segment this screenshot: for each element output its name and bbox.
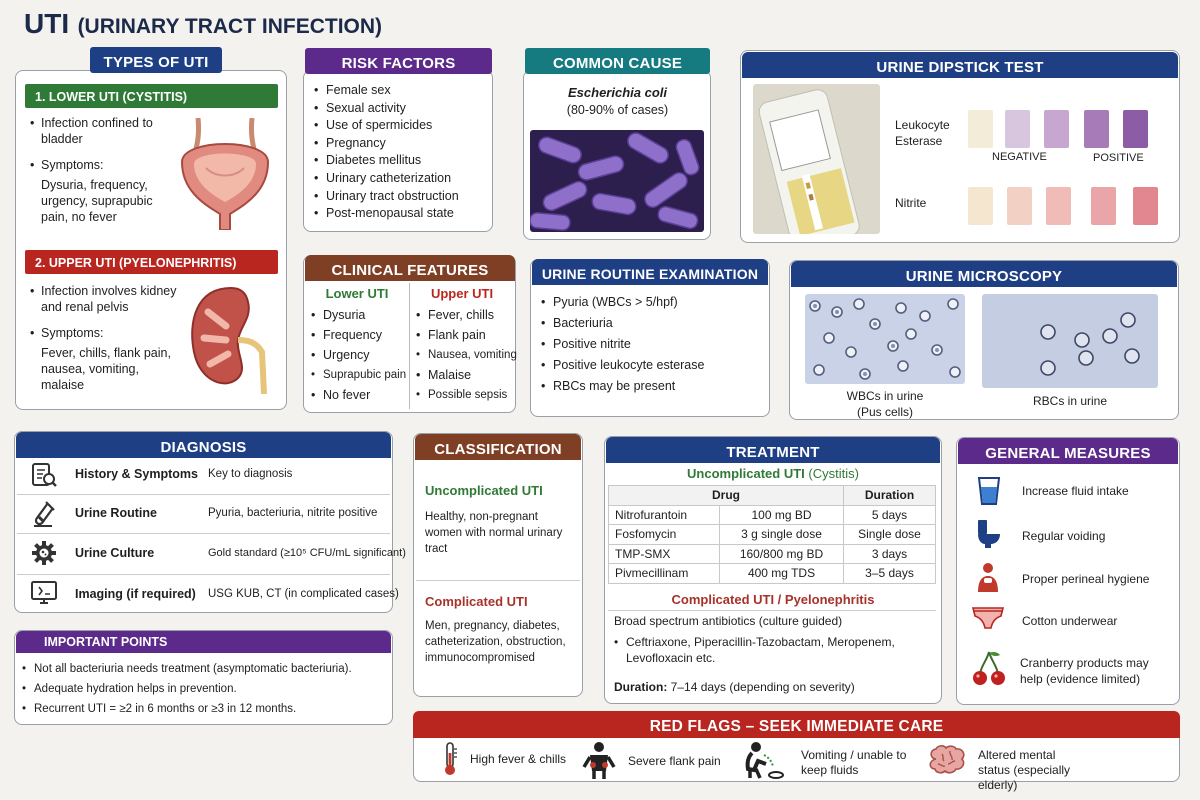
- redflag-text: Altered mental status (especially elderly): [978, 748, 1071, 792]
- drug-cell: Nitrofurantoin: [609, 505, 720, 525]
- wbc-micrograph: [805, 294, 965, 384]
- water-glass-icon: [976, 476, 1002, 506]
- feature-item: • Flank pain: [416, 325, 517, 345]
- thermometer-icon: [440, 741, 460, 777]
- treatment-drugs-text: Ceftriaxone, Piperacillin-Tazobactam, Meropenem, Levofloxacin etc.: [626, 635, 895, 665]
- risk-item: • Diabetes mellitus: [314, 152, 459, 170]
- routine-item: • Positive nitrite: [541, 334, 704, 355]
- important-list: [22, 659, 352, 719]
- clipboard-search-icon: [30, 461, 58, 489]
- duration-label: Duration:: [614, 680, 668, 694]
- negative-label: NEGATIVE: [992, 151, 1047, 163]
- leuko-swatch: [1044, 110, 1069, 148]
- drug-cell: Pivmecillinam: [609, 564, 720, 584]
- general-header: GENERAL MEASURES: [958, 438, 1178, 464]
- upper-uti-p2-label: Symptoms:: [41, 326, 104, 340]
- uncomplicated-title: Uncomplicated UTI: [425, 483, 543, 498]
- test-tube-icon: [30, 500, 58, 528]
- leuko-swatch: [968, 110, 993, 148]
- diagnosis-row-desc: Key to diagnosis: [208, 468, 293, 480]
- positive-label: POSITIVE: [1093, 152, 1144, 164]
- nitrite-swatch: [1133, 187, 1158, 225]
- duration-cell: 5 days: [844, 505, 936, 525]
- wbc-caption-2: (Pus cells): [856, 405, 913, 419]
- feature-item: • Malaise: [416, 365, 517, 385]
- flank-pain-icon: [582, 741, 616, 779]
- treatment-drugs: • Ceftriaxone, Piperacillin-Tazobactam, Meropenem, Levofloxacin etc.: [614, 635, 895, 665]
- redflag-text: Vomiting / unable to keep fluids: [801, 748, 907, 777]
- table-row: [609, 564, 936, 584]
- col-drug-header: Drug: [609, 486, 844, 506]
- feature-item: • Nausea, vomiting: [416, 345, 517, 365]
- feature-item: • Suprapubic pain: [311, 365, 406, 385]
- rbc-micrograph: [982, 294, 1158, 388]
- drug-cell: TMP-SMX: [609, 544, 720, 564]
- treatment-unc-sub: (Cystitis): [808, 466, 859, 481]
- general-item-text: Regular voiding: [1022, 529, 1106, 543]
- col-duration-header: Duration: [844, 486, 936, 506]
- upper-uti-text: • Infection involves kidney and renal pelvis • Symptoms: Fever, chills, flank pain, nausea, vomiting, malaise: [30, 283, 180, 393]
- leuko-label: Leukocyte Esterase: [895, 118, 950, 148]
- diagnosis-row-title: History & Symptoms: [75, 467, 198, 481]
- redflags-header: RED FLAGS – SEEK IMMEDIATE CARE: [413, 711, 1180, 738]
- rbc-caption: RBCs in urine: [1032, 394, 1108, 408]
- dipstick-tube-image: [753, 84, 880, 234]
- diagnosis-divider: [17, 494, 390, 495]
- treatment-unc-heading: [606, 466, 940, 481]
- feature-item: • Frequency: [311, 325, 406, 345]
- upper-uti-title: 2. UPPER UTI (PYELONEPHRITIS): [25, 250, 278, 274]
- wbc-caption: [805, 388, 965, 420]
- diagnosis-row-title: Imaging (if required): [75, 587, 196, 601]
- cause-organism: Escherichia coli: [568, 85, 667, 100]
- lower-uti-text: • Infection confined to bladder • Symptoms: Dysuria, frequency, urgency, suprapubic pain, no fever: [30, 115, 165, 225]
- complicated-text: Men, pregnancy, diabetes, catheterization, obstruction, immunocompromised: [425, 620, 566, 664]
- cause-percent: (80-90% of cases): [566, 103, 669, 117]
- classification-divider: [416, 580, 580, 581]
- risk-item: • Sexual activity: [314, 100, 459, 118]
- dose-cell: 100 mg BD: [720, 505, 844, 525]
- risk-item: • Female sex: [314, 82, 459, 100]
- treatment-header: TREATMENT: [606, 437, 940, 463]
- important-header: IMPORTANT POINTS: [16, 631, 391, 653]
- treatment-comp-title: Complicated UTI / Pyelonephritis: [671, 592, 875, 607]
- title-sub: (URINARY TRACT INFECTION): [77, 15, 383, 38]
- upper-uti-col-title: Upper UTI: [430, 286, 494, 301]
- microscopy-header: URINE MICROSCOPY: [791, 261, 1177, 287]
- general-item-text: Increase fluid intake: [1022, 484, 1129, 498]
- nitrite-swatch: [1007, 187, 1032, 225]
- dipstick-header: URINE DIPSTICK TEST: [742, 52, 1178, 78]
- types-header: TYPES OF UTI: [90, 47, 222, 73]
- feature-item: • Dysuria: [311, 305, 406, 325]
- clinical-header: CLINICAL FEATURES: [305, 255, 515, 281]
- risk-item: • Use of spermicides: [314, 117, 459, 135]
- risk-item: • Urinary catheterization: [314, 170, 459, 188]
- routine-header: URINE ROUTINE EXAMINATION: [532, 259, 768, 285]
- routine-item: • Positive leukocyte esterase: [541, 355, 704, 376]
- important-item: • Recurrent UTI = ≥2 in 6 months or ≥3 in 12 months.: [22, 699, 352, 719]
- leuko-swatch: [1005, 110, 1030, 148]
- general-item-text: Cotton underwear: [1022, 614, 1118, 628]
- redflag-text: Severe flank pain: [628, 754, 721, 768]
- treatment-broad: Broad spectrum antibiotics (culture guided): [614, 614, 843, 628]
- diagnosis-header: DIAGNOSIS: [16, 432, 391, 458]
- drug-cell: Fosfomycin: [609, 525, 720, 545]
- redflag-text: High fever & chills: [470, 752, 567, 766]
- brain-icon: [928, 745, 968, 777]
- table-row: [609, 525, 936, 545]
- diagnosis-row-title: Urine Routine: [75, 506, 157, 520]
- risk-item: • Pregnancy: [314, 135, 459, 153]
- lower-uti-col-title: Lower UTI: [325, 286, 389, 301]
- feature-item: • No fever: [311, 385, 406, 405]
- nitrite-swatch: [1091, 187, 1116, 225]
- risk-header: RISK FACTORS: [305, 48, 492, 74]
- feature-item: • Possible sepsis: [416, 385, 517, 405]
- risk-item: • Post-menopausal state: [314, 205, 459, 223]
- wbc-caption-1: WBCs in urine: [846, 389, 924, 403]
- kidney-icon: [186, 282, 276, 394]
- clinical-divider: [409, 283, 410, 409]
- dose-cell: 400 mg TDS: [720, 564, 844, 584]
- culture-gear-icon: [30, 539, 58, 567]
- lower-uti-title: 1. LOWER UTI (CYSTITIS): [25, 84, 278, 108]
- title-main: UTI: [24, 8, 70, 39]
- uncomplicated-text: Healthy, non-pregnant women with normal urinary tract: [425, 511, 563, 555]
- cranberry-icon: [972, 650, 1006, 688]
- feature-item: • Fever, chills: [416, 305, 517, 325]
- toilet-icon: [976, 518, 1002, 550]
- duration-text: 7–14 days (depending on severity): [670, 680, 855, 694]
- general-item-text: Cranberry products may help (evidence limited): [1020, 656, 1149, 686]
- diagnosis-row-desc: Gold standard (≥10⁵ CFU/mL significant): [208, 547, 406, 559]
- page-title: [24, 8, 382, 40]
- table-row: [609, 505, 936, 525]
- vomiting-icon: [742, 741, 784, 779]
- important-item: • Adequate hydration helps in prevention.: [22, 679, 352, 699]
- lower-uti-p1: Infection confined to bladder: [41, 116, 153, 146]
- classification-header: CLASSIFICATION: [415, 434, 581, 460]
- treatment-unc-title: Uncomplicated UTI: [687, 466, 805, 481]
- person-hygiene-icon: [974, 562, 1002, 594]
- duration-cell: 3–5 days: [844, 564, 936, 584]
- upper-uti-p1: Infection involves kidney and renal pelvis: [41, 284, 177, 314]
- leuko-swatch: [1084, 110, 1109, 148]
- diagnosis-card: [14, 431, 393, 613]
- routine-list: [541, 292, 704, 397]
- underwear-icon: [972, 606, 1004, 630]
- dose-cell: 3 g single dose: [720, 525, 844, 545]
- treatment-divider: [608, 610, 936, 611]
- diagnosis-divider: [17, 574, 390, 575]
- nitrite-swatch: [968, 187, 993, 225]
- diagnosis-row-desc: USG KUB, CT (in complicated cases): [208, 588, 399, 600]
- lower-features-list: [311, 305, 406, 405]
- upper-uti-p2: Fever, chills, flank pain, nausea, vomiting, malaise: [41, 346, 171, 392]
- diagnosis-divider: [17, 533, 390, 534]
- routine-item: • Pyuria (WBCs > 5/hpf): [541, 292, 704, 313]
- cause-header: COMMON CAUSE: [525, 48, 710, 74]
- lower-uti-p2: Dysuria, frequency, urgency, suprapubic pain, no fever: [41, 178, 153, 224]
- routine-item: • Bacteriuria: [541, 313, 704, 334]
- leuko-swatch: [1123, 110, 1148, 148]
- bladder-icon: [176, 118, 274, 230]
- treatment-duration: [614, 680, 855, 694]
- nitrite-label: Nitrite: [895, 196, 927, 210]
- lower-uti-p2-label: Symptoms:: [41, 158, 104, 172]
- complicated-title: Complicated UTI: [425, 594, 528, 609]
- nitrite-swatch: [1046, 187, 1071, 225]
- risk-item: • Urinary tract obstruction: [314, 188, 459, 206]
- upper-features-list: [416, 305, 517, 405]
- diagnosis-row-title: Urine Culture: [75, 546, 155, 560]
- important-item: • Not all bacteriuria needs treatment (asymptomatic bacteriuria).: [22, 659, 352, 679]
- dose-cell: 160/800 mg BD: [720, 544, 844, 564]
- ecoli-image: [530, 130, 704, 232]
- monitor-icon: [30, 579, 58, 607]
- duration-cell: 3 days: [844, 544, 936, 564]
- table-row: [609, 544, 936, 564]
- general-item-text: Proper perineal hygiene: [1022, 572, 1150, 586]
- routine-item: • RBCs may be present: [541, 376, 704, 397]
- treatment-table: [608, 485, 936, 584]
- risk-list: [314, 82, 459, 223]
- diagnosis-row-desc: Pyuria, bacteriuria, nitrite positive: [208, 507, 378, 519]
- feature-item: • Urgency: [311, 345, 406, 365]
- duration-cell: Single dose: [844, 525, 936, 545]
